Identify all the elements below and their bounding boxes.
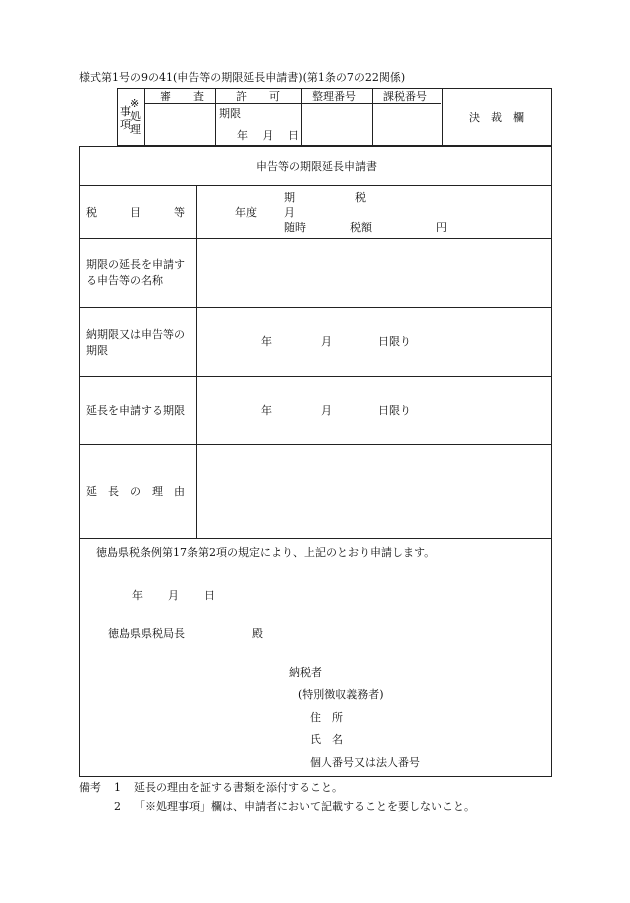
payment-deadline-year: 年 [261,335,272,348]
notes-prefix: 備考 [79,781,101,794]
extension-deadline-until: 日限り [378,404,411,417]
tax-number-cell[interactable] [373,104,441,146]
honorific: 殿 [252,627,263,640]
declaration-name-label-line2: る申告等の名称 [86,274,163,287]
deadline-label: 期限 [219,107,241,120]
reason-field[interactable] [198,446,548,537]
note-text: 「※処理事項」欄は、申請者において記載することを要しないこと。 [134,800,475,813]
name-label: 氏 名 [310,733,343,746]
statement-text: 徳島県税条例第17条第2項の規定により、上記のとおり申請します。 [96,546,436,559]
date-day: 日 [204,589,215,602]
application-form [79,146,552,777]
form-caption: 様式第1号の9の41(申告等の期限延長申請書)(第1条の7の22関係) [79,71,406,84]
processing-label-char: 項 [120,118,131,131]
period-label: 期 [284,191,295,204]
decision-header: 決 裁 欄 [469,111,524,124]
review-header: 審 査 [160,90,204,103]
processing-mark: ※ [130,97,140,110]
ref-number-header: 整理番号 [312,90,356,103]
payment-deadline-until: 日限り [378,335,411,348]
note-number: 1 [114,781,121,794]
month-label: 月 [284,206,295,219]
processing-label-char: 処 [130,110,141,123]
payment-deadline-label-line2: 期限 [86,344,108,357]
year-label: 年度 [235,206,257,219]
tax-item-field[interactable] [198,187,548,237]
declaration-name-label-line1: 期限の延長を申請す [86,258,185,271]
date-year: 年 [132,589,143,602]
address-label: 住 所 [310,711,343,724]
yen-label: 円 [436,221,447,234]
processing-label-char: 事 [120,105,131,118]
extension-deadline-label: 延長を申請する期限 [86,404,185,417]
note-text: 延長の理由を証する書類を添付すること。 [134,781,343,794]
deadline-date: 年 月 日 [237,129,299,142]
name-field[interactable] [360,729,540,749]
ad-hoc-label: 随時 [284,221,306,234]
declaration-name-field[interactable] [198,240,548,306]
tax-label: 税 [355,191,366,204]
extension-deadline-month: 月 [321,404,332,417]
payment-deadline-label-line1: 納期限又は申告等の [86,328,185,341]
tax-number-header: 課税番号 [383,90,427,103]
note-number: 2 [114,800,121,813]
id-number-field[interactable] [435,752,540,772]
processing-table [117,88,552,146]
form-title: 申告等の期限延長申請書 [256,160,377,173]
review-cell[interactable] [145,104,214,146]
date-month: 月 [168,589,179,602]
date-field[interactable] [110,585,220,605]
addressee: 徳島県県税局長 [108,627,185,640]
address-field[interactable] [360,707,540,727]
taxpayer-label: 納税者 [289,666,322,679]
reason-label: 延 長 の 理 由 [86,485,185,498]
processing-label-char: 理 [130,123,141,136]
payment-deadline-field[interactable] [198,309,548,375]
ref-number-cell[interactable] [302,104,371,146]
payment-deadline-month: 月 [321,335,332,348]
special-collector-label: (特別徴収義務者) [298,688,384,701]
tax-amount-label: 税額 [350,221,372,234]
tax-item-label: 税 目 等 [86,206,185,219]
id-number-label: 個人番号又は法人番号 [310,756,420,769]
extension-deadline-field[interactable] [198,378,548,443]
permission-header: 許 可 [236,90,280,103]
extension-deadline-year: 年 [261,404,272,417]
